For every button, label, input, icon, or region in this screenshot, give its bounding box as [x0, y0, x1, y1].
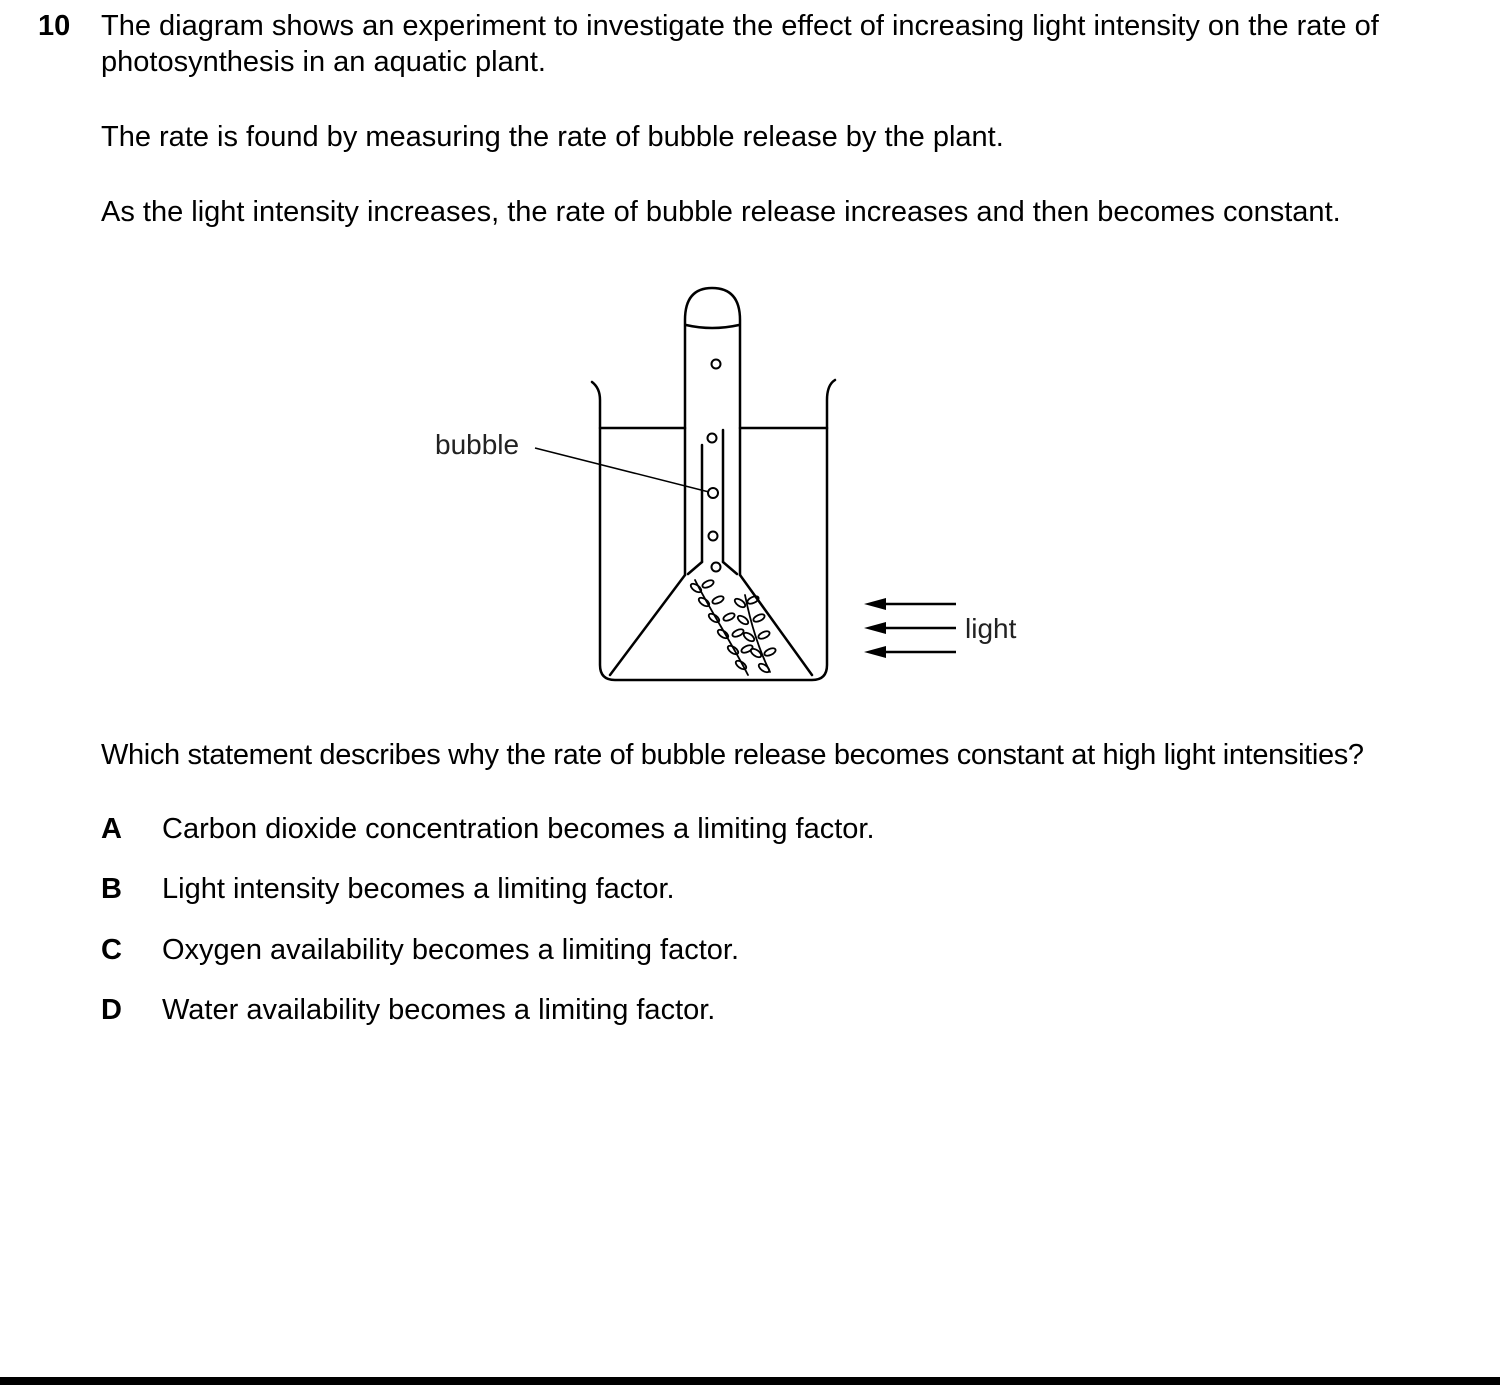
- question-number: 10: [38, 10, 71, 42]
- test-tube-meniscus: [686, 325, 739, 328]
- bubble: [708, 488, 718, 498]
- bubble-label: bubble: [435, 429, 520, 460]
- light-label: light: [965, 613, 1017, 644]
- rate-method-text: The rate is found by measuring the rate of bubble release by the plant.: [101, 121, 1004, 153]
- bubble: [708, 434, 717, 443]
- option-text: Oxygen availability becomes a limiting factor.: [162, 934, 740, 966]
- page-footer-bar: [0, 1377, 1500, 1385]
- option-text: Carbon dioxide concentration becomes a limiting factor.: [162, 813, 875, 845]
- arrowhead: [864, 646, 886, 658]
- bubble: [712, 360, 721, 369]
- experiment-diagram: [420, 270, 1060, 700]
- aquatic-plant: [689, 579, 776, 675]
- option-letter: B: [101, 873, 122, 905]
- bubble: [709, 532, 718, 541]
- option-letter: D: [101, 994, 122, 1026]
- arrowhead: [864, 598, 886, 610]
- beaker: [592, 380, 835, 680]
- question-intro: The diagram shows an experiment to investigate the effect of increasing light intensity on the rate of photosynthesis in an aquatic plant.: [101, 10, 1379, 78]
- bubble-leader-line: [535, 448, 709, 492]
- option-letter: C: [101, 934, 122, 966]
- arrowhead: [864, 622, 886, 634]
- bubble: [712, 563, 721, 572]
- option-letter: A: [101, 813, 122, 845]
- light-arrows: [878, 604, 956, 652]
- observation-text: As the light intensity increases, the rate of bubble release increases and then becomes constant.: [101, 196, 1341, 228]
- option-text: Light intensity becomes a limiting factor.: [162, 873, 675, 905]
- option-text: Water availability becomes a limiting factor.: [162, 994, 716, 1026]
- funnel: [610, 575, 812, 675]
- question-prompt: Which statement describes why the rate of bubble release becomes constant at high light intensities?: [101, 739, 1364, 771]
